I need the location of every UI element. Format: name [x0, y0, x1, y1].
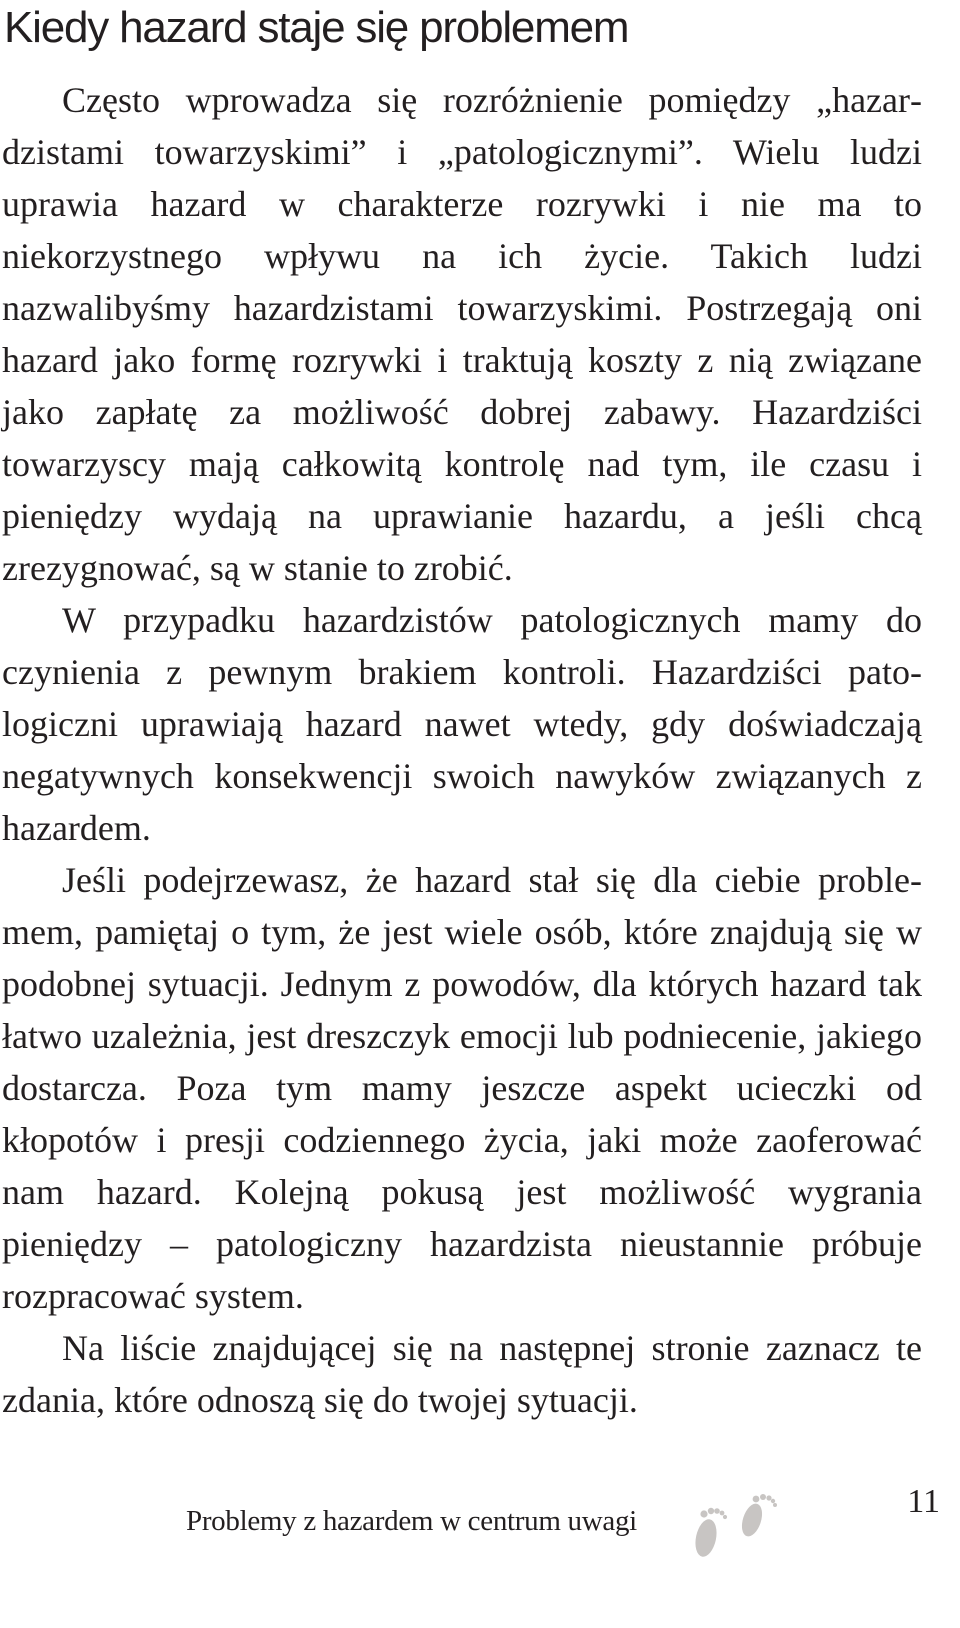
footer-publication-title: Problemy z hazardem w centrum uwagi [186, 1505, 637, 1537]
paragraph-4: Na liście znajdującej się na następnej stronie zaznacz te zdania, które odnoszą się do twojej sytuacji. [2, 1328, 922, 1420]
paragraph-3: Jeśli podejrzewasz, że hazard stał się dla ciebie problemem, pamiętaj o tym, że jest wiele osób, które znajdują się w podobnej sytuacji. Jednym z powodów, dla których hazard tak łatwo uzależnia, jest dreszczyk emocji lub podniecenie, jakiego dostarcza. Poza tym mamy jeszcze aspekt ucieczki od kłopotów i presji codziennego życia, jaki może zaoferować nam hazard. Kolejną pokusą jest możliwość wygrania pieniędzy – patologiczny hazardzista nieustannie próbuje rozpracować system. [2, 860, 922, 1316]
article-body [2, 74, 922, 1426]
footprints-icon [684, 1490, 784, 1564]
page-number: 11 [907, 1483, 940, 1520]
page-title: Kiedy hazard staje się problemem [4, 3, 629, 52]
paragraph-1: Często wprowadza się rozróżnienie pomiędzy „hazardzistami towarzyskimi” i „patologicznymi”. Wielu ludzi uprawia hazard w charakterze rozrywki i nie ma to niekorzystnego wpływu na ich życie. Takich ludzi nazwalibyśmy hazardzistami towarzyskimi. Postrzegają oni hazard jako formę rozrywki i traktują koszty z nią związane jako zapłatę za możliwość dobrej zabawy. Hazardziści towarzyscy mają całkowitą kontrolę nad tym, ile czasu i pieniędzy wydają na uprawianie hazardu, a jeśli chcą zrezygnować, są w stanie to zrobić. [2, 80, 922, 588]
paragraph-2: W przypadku hazardzistów patologicznych mamy do czynienia z pewnym brakiem kontroli. Hazardziści patologiczni uprawiają hazard nawet wtedy, gdy doświadczają negatywnych konsekwencji swoich nawyków związanych z hazardem. [2, 600, 922, 848]
